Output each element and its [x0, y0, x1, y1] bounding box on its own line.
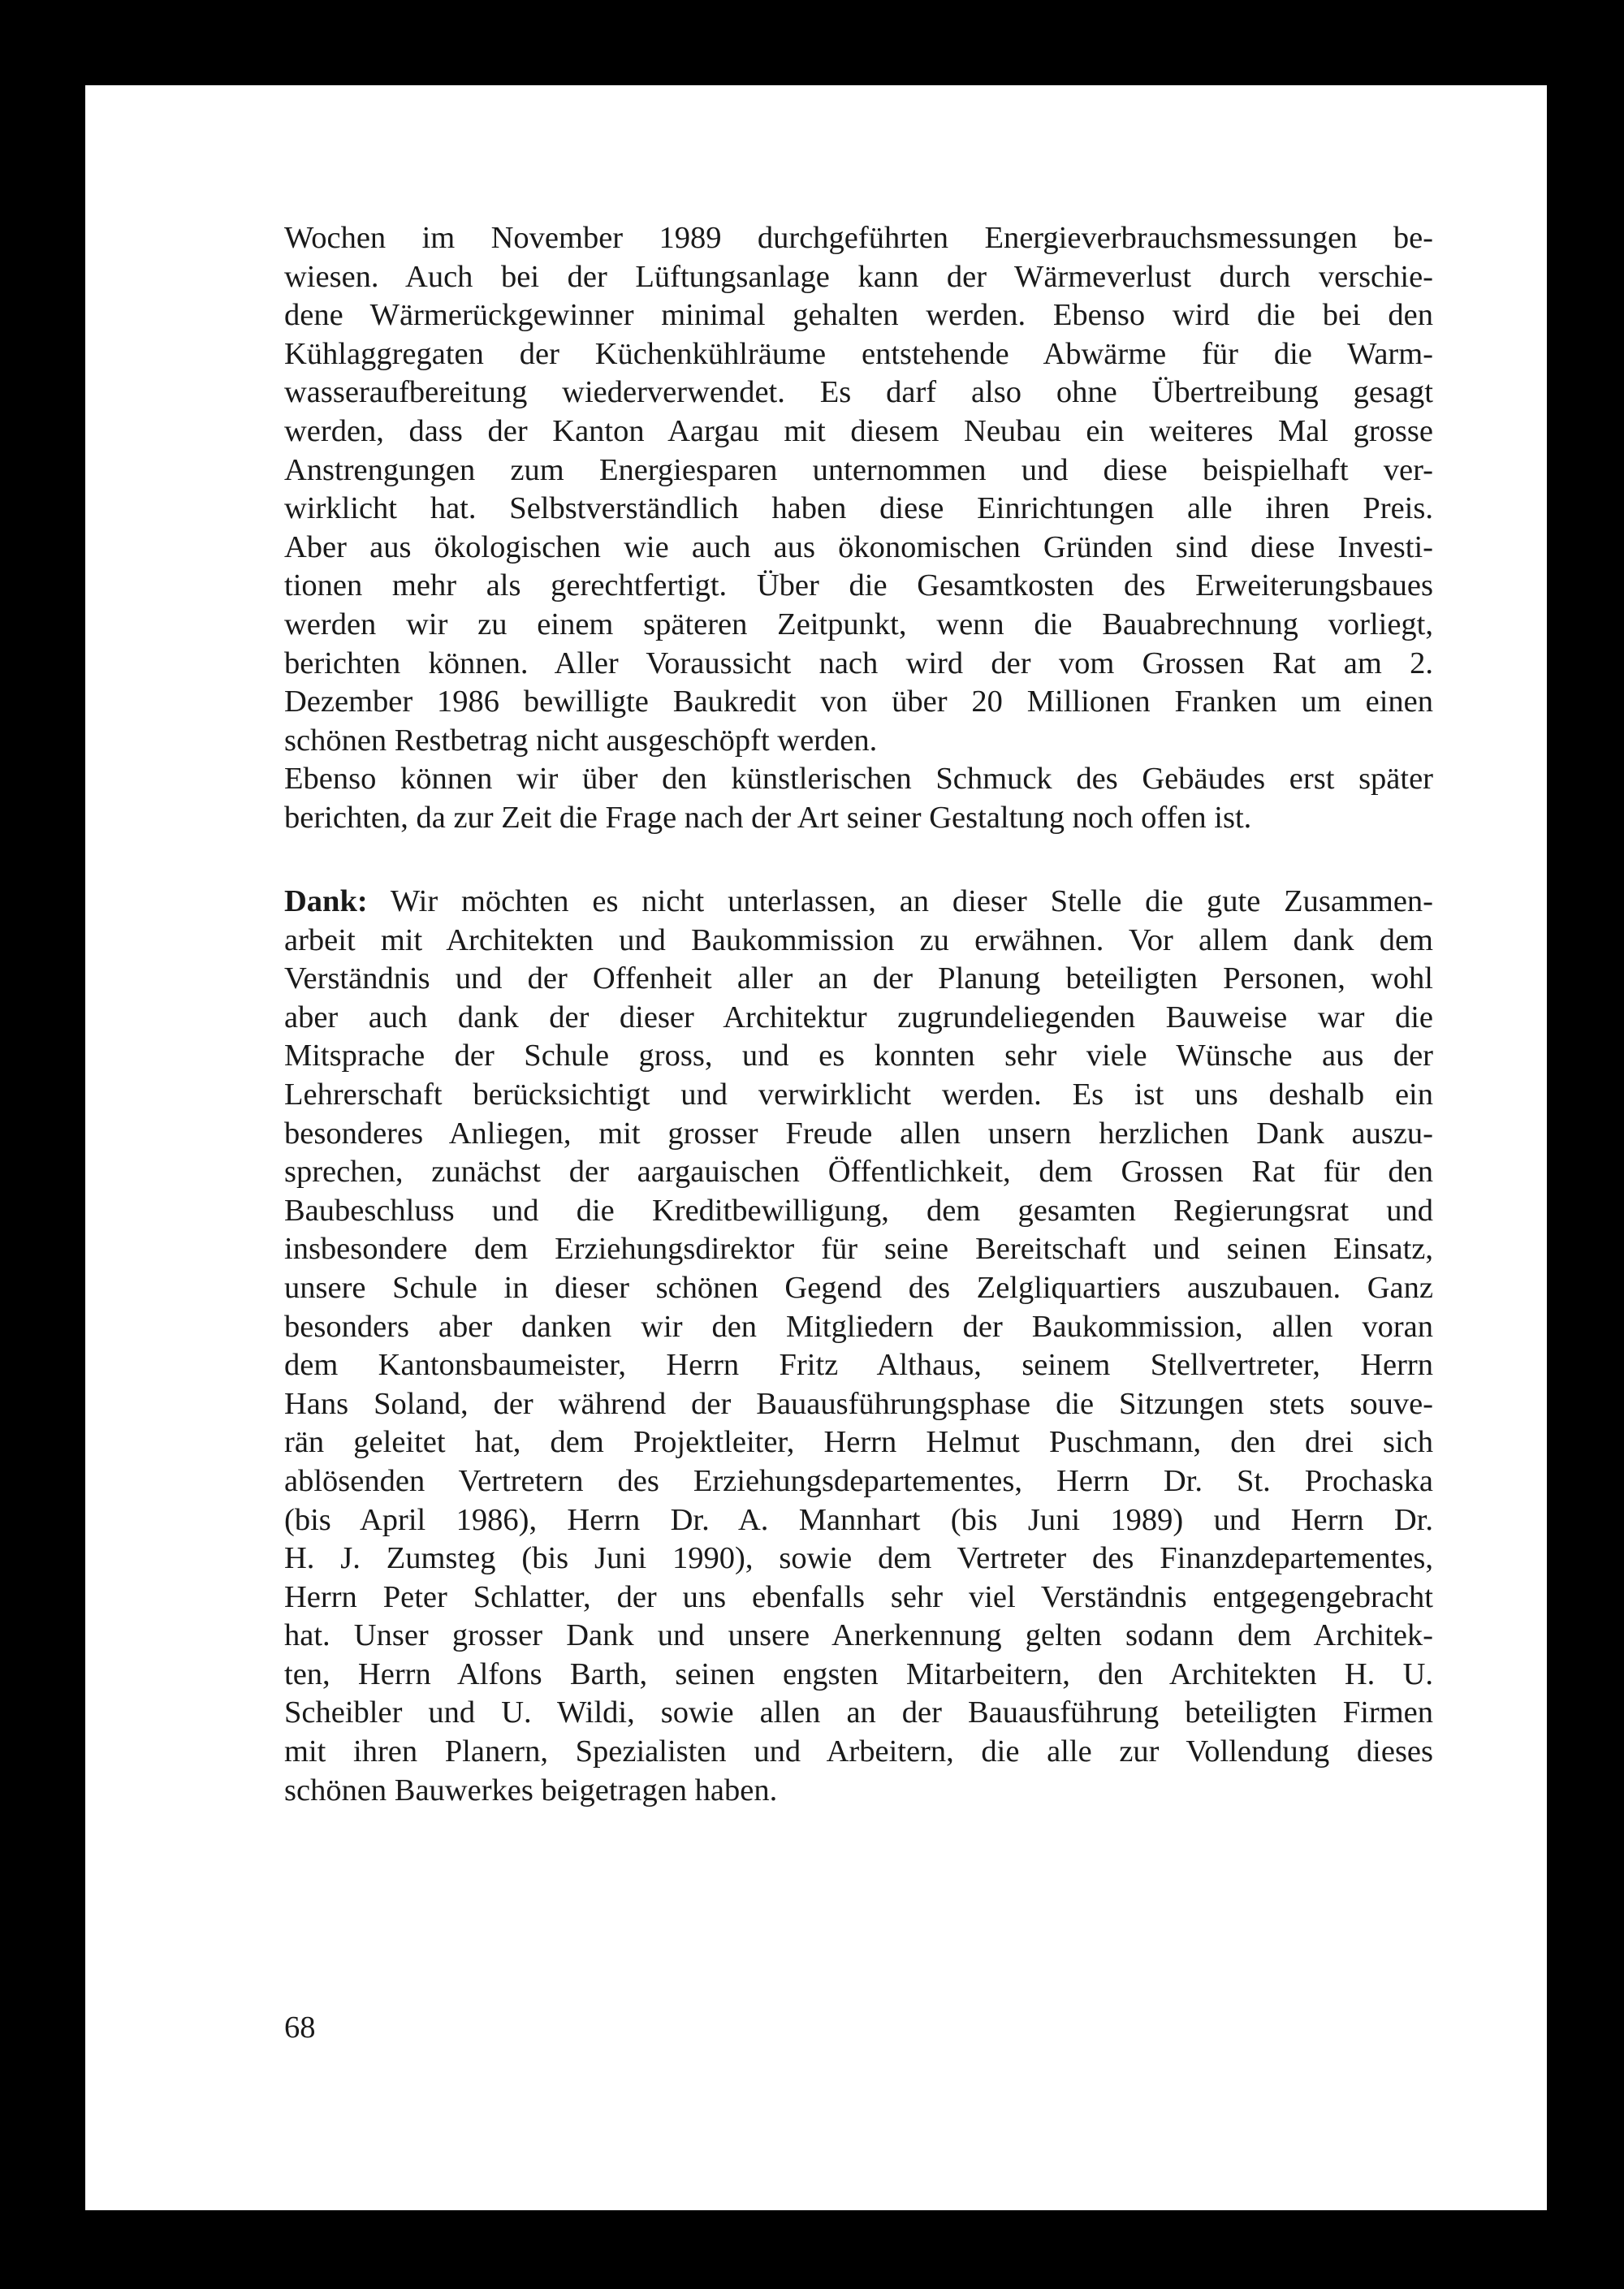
text-line	[284, 258, 1433, 297]
line-text: besonderes Anliegen, mit grosser Freude allen unsern herzlichen Dank auszu-	[284, 1116, 1433, 1151]
text-line	[284, 1772, 1433, 1811]
line-text: Kühlaggregaten der Küchenkühlräume entstehende Abwärme für die Warm-	[284, 336, 1433, 371]
text-line	[284, 799, 1433, 838]
text-line	[284, 296, 1433, 335]
text-line	[284, 1308, 1433, 1347]
line-text: Aber aus ökologischen wie auch aus ökonomischen Gründen sind diese Investi-	[284, 529, 1433, 564]
text-line	[284, 1269, 1433, 1308]
line-text: werden, dass der Kanton Aargau mit diesem Neubau ein weiteres Mal grosse	[284, 413, 1433, 448]
text-line	[284, 760, 1433, 799]
text-line	[284, 1501, 1433, 1540]
text-line	[284, 374, 1433, 412]
text-line	[284, 1733, 1433, 1772]
line-text: insbesondere dem Erziehungsdirektor für seine Bereitschaft und seinen Einsatz,	[284, 1232, 1433, 1267]
line-text: besonders aber danken wir den Mitgliedern der Baukommission, allen voran	[284, 1309, 1433, 1344]
line-text: aber auch dank der dieser Architektur zugrundeliegenden Bauweise war die	[284, 1000, 1433, 1034]
line-text: hat. Unser grosser Dank und unsere Anerkennung gelten sodann dem Architek-	[284, 1618, 1433, 1653]
line-text: Wochen im November 1989 durchgeführten Energieverbrauchsmessungen be-	[284, 221, 1433, 255]
paragraph-thanks	[284, 883, 1433, 1810]
line-text: Mitsprache der Schule gross, und es konnten sehr viele Wünsche aus der	[284, 1039, 1433, 1073]
text-line	[284, 1037, 1433, 1076]
line-text: Baubeschluss und die Kreditbewilligung, dem gesamten Regierungsrat und	[284, 1193, 1433, 1228]
line-text: mit ihren Planern, Spezialisten und Arbeitern, die alle zur Vollendung dieses	[284, 1734, 1433, 1769]
text-line	[284, 722, 1433, 761]
page-number: 68	[284, 2010, 316, 2045]
line-text: (bis April 1986), Herrn Dr. A. Mannhart (bis Juni 1989) und Herrn Dr.	[284, 1502, 1433, 1537]
text-line	[284, 1346, 1433, 1385]
text-line	[284, 1423, 1433, 1462]
line-text: Anstrengungen zum Energiesparen unternommen und diese beispielhaft ver-	[284, 452, 1433, 487]
text-line	[284, 1694, 1433, 1733]
text-line	[284, 451, 1433, 490]
text-line	[284, 1579, 1433, 1617]
line-text: wirklicht hat. Selbstverständlich haben diese Einrichtungen alle ihren Preis.	[284, 491, 1433, 526]
line-text: sprechen, zunächst der aargauischen Öffentlichkeit, dem Grossen Rat für den	[284, 1155, 1433, 1190]
line-text: rän geleitet hat, dem Projektleiter, Herrn Helmut Puschmann, den drei sich	[284, 1425, 1433, 1460]
line-text: ablösenden Vertretern des Erziehungsdepartementes, Herrn Dr. St. Prochaska	[284, 1463, 1433, 1498]
text-line	[284, 960, 1433, 999]
paragraph-energy	[284, 219, 1433, 838]
line-text: Hans Soland, der während der Bauausführungsphase die Sitzungen stets souve-	[284, 1386, 1433, 1421]
text-line	[284, 645, 1433, 684]
text-line	[284, 529, 1433, 568]
text-line	[284, 1540, 1433, 1579]
text-line	[284, 1385, 1433, 1424]
line-text: Verständnis und der Offenheit aller an der Planung beteiligten Personen, wohl	[284, 961, 1433, 996]
line-text: wasseraufbereitung wiederverwendet. Es darf also ohne Übertreibung gesagt	[284, 375, 1433, 410]
run-in-heading: Dank:	[284, 884, 368, 918]
line-text: dene Wärmerückgewinner minimal gehalten werden. Ebenso wird die bei den	[284, 298, 1433, 333]
text-line	[284, 1462, 1433, 1501]
text-line	[284, 1076, 1433, 1115]
line-text: Ebenso können wir über den künstlerischen Schmuck des Gebäudes erst später	[284, 762, 1433, 797]
text-line	[284, 1617, 1433, 1656]
line-text: arbeit mit Architekten und Baukommission zu erwähnen. Vor allem dank dem	[284, 922, 1433, 957]
text-line	[284, 1192, 1433, 1231]
text-line	[284, 606, 1433, 645]
line-text: dem Kantonsbaumeister, Herrn Fritz Althaus, seinem Stellvertreter, Herrn	[284, 1348, 1433, 1383]
line-text: wiesen. Auch bei der Lüftungsanlage kann der Wärmeverlust durch verschie-	[284, 259, 1433, 294]
line-text: schönen Bauwerkes beigetragen haben.	[284, 1773, 778, 1807]
text-line	[284, 490, 1433, 529]
line-text: Wir möchten es nicht unterlassen, an dieser Stelle die gute Zusammen-	[367, 884, 1433, 918]
text-line	[284, 883, 1433, 922]
text-line	[284, 412, 1433, 451]
line-text: unsere Schule in dieser schönen Gegend des Zelgliquartiers auszubauen. Ganz	[284, 1270, 1433, 1305]
line-text: Dezember 1986 bewilligte Baukredit von über 20 Millionen Franken um einen	[284, 685, 1433, 719]
text-line	[284, 335, 1433, 374]
text-line	[284, 1153, 1433, 1192]
text-line	[284, 683, 1433, 722]
line-text: berichten, da zur Zeit die Frage nach der Art seiner Gestaltung noch offen ist.	[284, 800, 1252, 835]
line-text: Scheibler und U. Wildi, sowie allen an der Bauausführung beteiligten Firmen	[284, 1695, 1433, 1730]
line-text: Herrn Peter Schlatter, der uns ebenfalls sehr viel Verständnis entgegengebracht	[284, 1579, 1433, 1614]
text-line	[284, 219, 1433, 258]
text-line	[284, 922, 1433, 961]
text-line	[284, 1230, 1433, 1269]
text-line	[284, 1656, 1433, 1695]
text-line	[284, 999, 1433, 1038]
line-text: werden wir zu einem späteren Zeitpunkt, wenn die Bauabrechnung vorliegt,	[284, 607, 1433, 641]
line-text: berichten können. Aller Voraussicht nach wird der vom Grossen Rat am 2.	[284, 646, 1433, 680]
line-text: Lehrerschaft berücksichtigt und verwirklicht werden. Es ist uns deshalb ein	[284, 1077, 1433, 1112]
line-text: tionen mehr als gerechtfertigt. Über die Gesamtkosten des Erweiterungsbaues	[284, 568, 1433, 603]
line-text: schönen Restbetrag nicht ausgeschöpft werden.	[284, 723, 878, 758]
line-text: ten, Herrn Alfons Barth, seinen engsten Mitarbeitern, den Architekten H. U.	[284, 1656, 1433, 1691]
document-page	[85, 85, 1547, 2210]
text-line	[284, 1115, 1433, 1154]
text-line	[284, 567, 1433, 606]
line-text: H. J. Zumsteg (bis Juni 1990), sowie dem Vertreter des Finanzdepartementes,	[284, 1541, 1433, 1576]
